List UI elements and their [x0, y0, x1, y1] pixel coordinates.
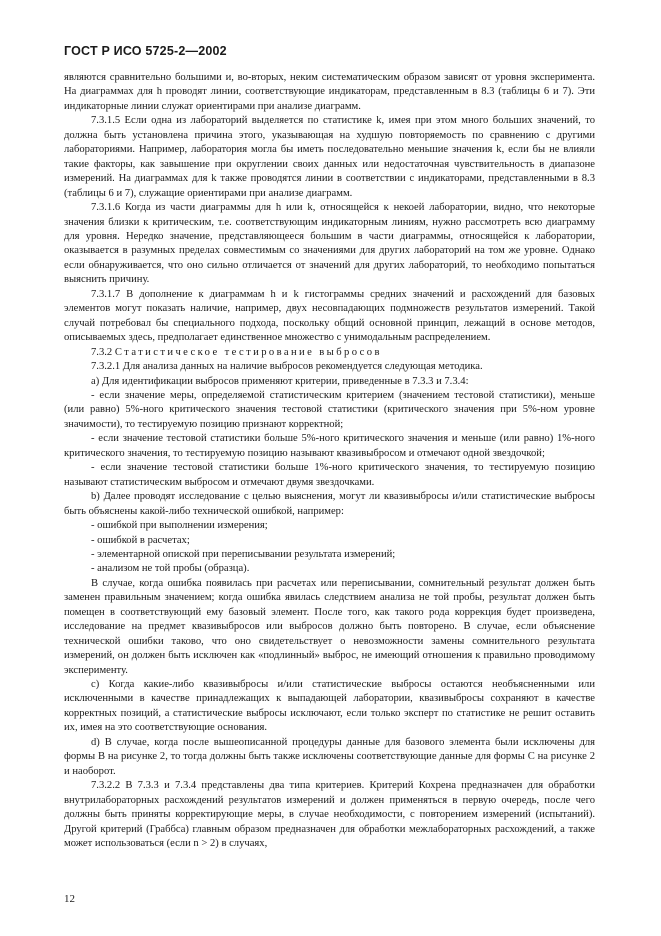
paragraph: 7.3.1.6 Когда из части диаграммы для h или k, относящейся к некоей лаборатории, видно, что некоторые значения близки к критическим, т.е. соответствующим индикаторным линиям, нужно рассмотреть всю диаграмму для уровня. Нередко значение, представляющееся большим в части диаграммы, относящейся к лаборатории, оказывается в разумных пределах совместимым со значениями для других лабораторий на том же уровне. Однако если обнаруживается, что оно сильно отличается от значений для других лабораторий, то необходимо попытаться выяснить причину.: [64, 202, 595, 286]
paragraph: 7.3.2.1 Для анализа данных на наличие выбросов рекомендуется следующая методика.: [91, 361, 483, 373]
document-body: [64, 71, 595, 851]
section-number: 7.3.2: [91, 346, 113, 358]
paragraph: 7.3.2.2 В 7.3.3 и 7.3.4 представлены два типа критериев. Критерий Кохрена предназначен для обработки внутрилабораторных расхождений результатов измерений и должен применяться в первую очередь, после чего должны быть приняты корректирующие меры, в случае необходимости, с повторением измерений (испытаний). Другой критерий (Граббса) главным образом предназначен для обработки межлабораторных расхождений, а также может использоваться (если n > 2) в случаях,: [64, 780, 595, 850]
standard-header: ГОСТ Р ИСО 5725-2—2002: [64, 44, 227, 58]
list-item: - анализом не той пробы (образца).: [91, 563, 250, 575]
list-item: b) Далее проводят исследование с целью выяснения, могут ли квазивыбросы и/или статистические выбросы быть объяснены какой-либо технической ошибкой, например:: [64, 491, 595, 517]
list-item: - если значение тестовой статистики больше 5%-ного критического значения и меньше (или равно) 1%-ного критического значения, то тестируемую позицию называют квазивыбросом и отмечают одной звездочкой;: [64, 433, 595, 459]
paragraph: являются сравнительно большими и, во-вторых, неким систематическим образом зависят от уровня эксперимента. На диаграммах для h проводят линии, соответствующие индикаторам, представленным в 8.3 (таблицы 6 и 7). Эти индикаторные линии служат ориентирами при анализе диаграмм.: [64, 72, 595, 112]
list-item: а) Для идентификации выбросов применяют критерии, приведенные в 7.3.3 и 7.3.4:: [91, 375, 469, 387]
list-item: - ошибкой при выполнении измерения;: [91, 520, 268, 532]
list-item: - если значение тестовой статистики больше 1%-ного критического значения, то тестируемую позицию называют статистическим выбросом и отмечают двумя звездочками.: [64, 462, 595, 488]
paragraph: 7.3.1.5 Если одна из лабораторий выделяется по статистике k, имея при этом много больших значений, то должна быть установлена причина этого, указывающая на худшую повторяемость по сравнению с другими лабораториями. Например, лаборатория могла бы иметь последовательно меньшие значения k, если бы не влияли такие факторы, как завышение при округлении своих данных или недостаточная чувствительность в диапазоне измерений. На диаграммах для k также проводятся линии в соответствии с индикаторами, представленными в 8.3 (таблицы 6 и 7), служащие ориентирами при анализе диаграмм.: [64, 115, 595, 199]
list-item: - если значение меры, определяемой статистическим критерием (значением тестовой статистики), меньше (или равно) 5%-ного критического значения тестовой статистики (критического значения при 5%-ном уровне значимости), то тестируемую позицию признают корректной;: [64, 389, 595, 430]
list-item: - ошибкой в расчетах;: [91, 534, 190, 546]
list-item: с) Когда какие-либо квазивыбросы и/или статистические выбросы остаются необъясненными или исключенными в качестве принадлежащих к выпадающей лаборатории, квазивыбросы сохраняют в качестве корректных позиций, а статистические выбросы исключают, если только эксперт по статистике не решит оставить их, имея на это соответствующие основания.: [64, 679, 595, 734]
list-item: - элементарной опиской при переписывании результата измерений;: [91, 548, 396, 560]
section-heading: [64, 346, 595, 360]
section-title: Статистическое тестирование выбросов: [114, 346, 382, 358]
paragraph: 7.3.1.7 В дополнение к диаграммам h и k гистограммы средних значений и расхождений для базовых элементов могут показать наличие, например, двух несовпадающих подмножеств результатов измерений. Такой случай потребовал бы специального подхода, поскольку общий основной принцип, лежащий в основе методов, описываемых здесь, предполагает единственное множество с унимодальным распределением.: [64, 288, 595, 344]
page-number: 12: [64, 893, 75, 905]
paragraph: В случае, когда ошибка появилась при расчетах или переписывании, сомнительный результат должен быть заменен правильным значением; когда ошибка явилась следствием анализа не той пробы, результат должен быть помещен в соответствующий ему базовый элемент. После того, как такого рода коррекция будет произведена, исследование на предмет квазивыбросов или выбросов должно быть повторено. В случае, если объяснение технической ошибки таково, что оно свидетельствует о невозможности замены сомнительного результата измерений, он должен быть исключен как «подлинный» выброс, не имеющий отношения к правильно проводимому эксперименту.: [64, 577, 595, 676]
list-item: d) В случае, когда после вышеописанной процедуры данные для базового элемента были исключены для формы В на рисунке 2, то тогда должны быть также исключены соответствующие данные для формы С на рисунке 2 и наоборот.: [64, 736, 595, 777]
